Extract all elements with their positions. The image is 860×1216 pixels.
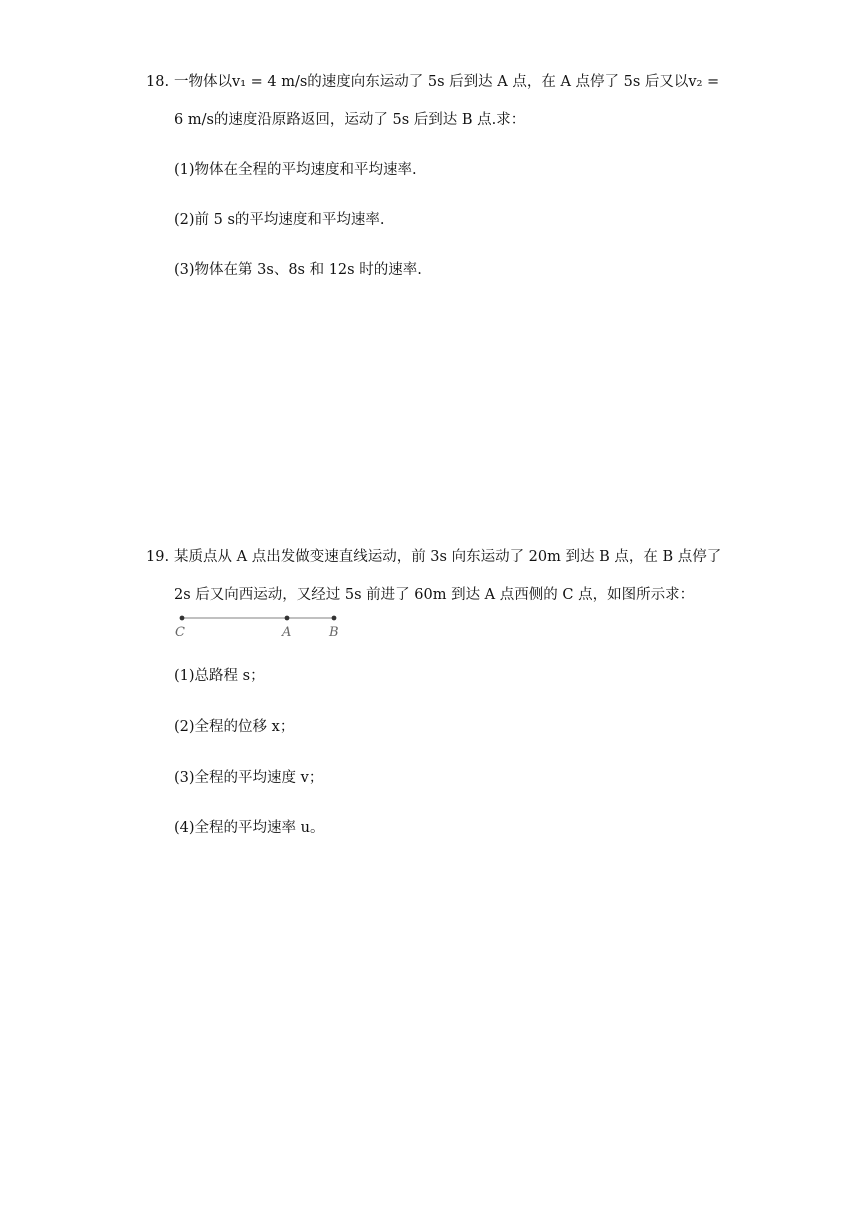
question-stem-line-1: 一物体以v₁ = 4 m/s的速度向东运动了 5s 后到达 A 点，在 A 点停了 5s 后又以v₂ = <box>174 74 720 90</box>
label-b: B <box>329 625 339 640</box>
point-c <box>180 616 185 621</box>
question-part-4: (4)全程的平均速率 u。 <box>174 820 325 836</box>
question-number: 19. <box>146 549 170 565</box>
question-18 <box>146 72 726 292</box>
question-part-1: (1)总路程 s； <box>174 668 265 684</box>
question-19 <box>146 547 726 847</box>
question-part-2: (2)前 5 s的平均速度和平均速率. <box>174 212 385 228</box>
point-a <box>285 616 290 621</box>
question-stem-line-2: 2s 后又向西运动，又经过 5s 前进了 60m 到达 A 点西侧的 C 点，如图所示求： <box>174 587 695 603</box>
point-b <box>332 616 337 621</box>
question-part-1: (1)物体在全程的平均速度和平均速率. <box>174 162 417 178</box>
question-stem-line-1: 某质点从 A 点出发做变速直线运动，前 3s 向东运动了 20m 到达 B 点，在 B 点停了 <box>174 549 722 565</box>
question-part-2: (2)全程的位移 x； <box>174 719 295 735</box>
question-stem-line-2: 6 m/s的速度沿原路返回，运动了 5s 后到达 B 点.求： <box>174 112 526 128</box>
label-a: A <box>282 625 292 640</box>
question-number: 18. <box>146 74 170 90</box>
position-diagram <box>174 609 344 643</box>
question-part-3: (3)物体在第 3s、8s 和 12s 时的速率. <box>174 262 422 278</box>
question-part-3: (3)全程的平均速度 v； <box>174 770 324 786</box>
label-c: C <box>175 625 185 640</box>
